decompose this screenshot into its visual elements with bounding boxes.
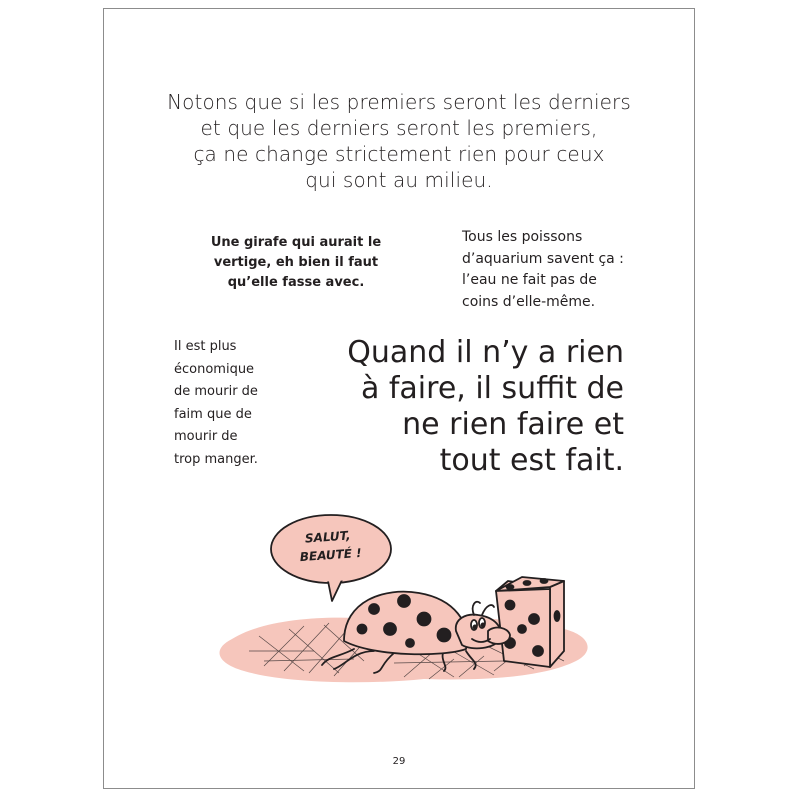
ladybug-dice-illustration: [204, 501, 604, 711]
economique-line: mourir de: [174, 429, 238, 444]
economique-quote: [174, 336, 294, 471]
girafe-line: vertige, eh bien il faut: [213, 255, 379, 270]
intro-line: et que les derniers seront les premiers,: [200, 116, 598, 140]
quand-line: Quand il n’y a rien: [347, 335, 624, 370]
speech-text-line1: SALUT,: [304, 528, 351, 546]
intro-quote: [104, 89, 694, 193]
quand-line: à faire, il suffit de: [360, 371, 624, 406]
speech-bubble-icon: [271, 515, 391, 601]
book-page: [103, 8, 695, 789]
economique-line: faim que de: [174, 406, 252, 422]
quand-line: tout est fait.: [439, 443, 624, 478]
poissons-line: l’eau ne fait pas de: [462, 272, 597, 288]
quand-line: ne rien faire et: [402, 407, 624, 442]
economique-line: Il est plus: [174, 339, 237, 354]
speech-text-line2: BEAUTÉ !: [299, 545, 363, 565]
economique-line: économique: [174, 361, 255, 377]
page-number: 29: [392, 756, 406, 767]
dice-icon: [496, 577, 564, 667]
girafe-line: Une girafe qui aurait le: [210, 235, 382, 250]
poissons-quote: [462, 227, 662, 313]
girafe-quote: [196, 233, 396, 293]
intro-line: Notons que si les premiers seront les derniers: [167, 90, 631, 114]
intro-line: ça ne change strictement rien pour ceux: [193, 142, 605, 166]
poissons-line: d’aquarium savent ça :: [462, 250, 624, 267]
economique-line: de mourir de: [174, 384, 258, 399]
poissons-line: coins d’elle-même.: [462, 293, 596, 310]
quand-quote: [344, 335, 624, 479]
economique-line: trop manger.: [174, 451, 258, 467]
girafe-line: qu’elle fasse avec.: [227, 275, 365, 290]
intro-line: qui sont au milieu.: [305, 168, 493, 192]
poissons-line: Tous les poissons: [462, 229, 583, 245]
